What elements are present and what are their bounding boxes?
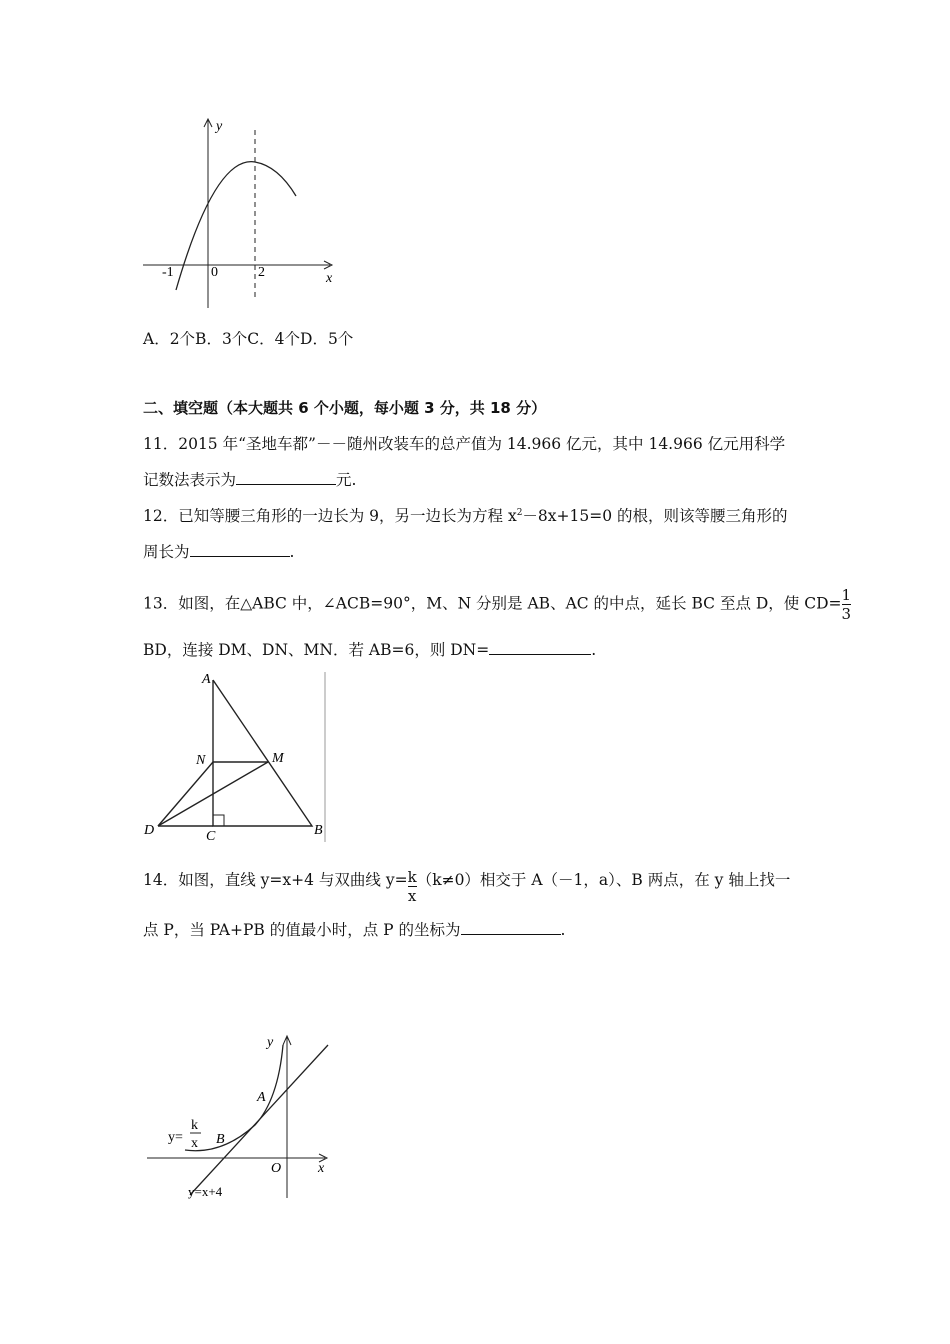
label-D: D	[144, 823, 155, 838]
q13-line2	[143, 638, 596, 660]
label-N: N	[196, 753, 206, 768]
figure-parabola	[140, 112, 340, 312]
q13-text-b: BD，连接 DM、DN、MN．若 AB=6，则 DN=	[143, 641, 490, 659]
q14-text-a: 14．如图，直线 y=x+4 与双曲线 y=	[143, 871, 408, 889]
line-label: y=x+4	[188, 1184, 223, 1199]
frac-num: 1	[841, 586, 852, 604]
q14-text-c: 点 P，当 PA+PB 的值最小时，点 P 的坐标为	[143, 921, 461, 939]
q12-period: .	[289, 543, 295, 561]
q11-answer-blank[interactable]	[236, 470, 336, 485]
tick-neg1: -1	[162, 265, 174, 280]
q12-line1	[143, 504, 788, 526]
q14-line2	[143, 918, 565, 940]
label-M: M	[272, 751, 284, 766]
curve-label-den: x	[191, 1136, 198, 1151]
label-O: O	[271, 1161, 282, 1176]
q11-line1: 11．2015 年“圣地车都”－－随州改装车的总产值为 14.966 亿元，其中 14.966 亿元用科学	[143, 435, 786, 453]
q12-text-a: 12．已知等腰三角形的一边长为 9，另一边长为方程 x	[143, 507, 517, 525]
label-A: A	[257, 1090, 266, 1105]
q14-period: .	[560, 921, 566, 939]
q11-line2	[143, 468, 356, 490]
q13-text-a: 13．如图，在△ABC 中，∠ACB=90°，M、N 分别是 AB、AC 的中点，延长 BC 至点 D，使 CD=	[143, 594, 842, 613]
x-axis-label: x	[318, 1161, 325, 1176]
tick-0: 0	[211, 265, 218, 280]
label-B: B	[216, 1132, 225, 1147]
section-title: 二、填空题（本大题共 6 个小题，每小题 3 分，共 18 分）	[143, 399, 547, 417]
q13-fraction	[842, 586, 852, 623]
x-axis-label: x	[326, 271, 333, 286]
figure-triangle	[140, 668, 330, 848]
frac-num: k	[407, 868, 417, 886]
q13-period: .	[591, 641, 597, 659]
q12-exponent: 2	[516, 507, 523, 518]
q14-text-b: （k≠0）相交于 A（－1，a）、B 两点，在 y 轴上找一	[416, 871, 791, 889]
y-axis-label: y	[216, 119, 223, 134]
q14-line1	[143, 868, 790, 905]
q10-options: A．2个B．3个C．4个D．5个	[143, 330, 354, 348]
q12-text-c: 周长为	[143, 543, 190, 561]
q12-answer-blank[interactable]	[190, 542, 290, 557]
label-B: B	[314, 823, 323, 838]
label-A: A	[202, 672, 211, 687]
q11-unit: 元.	[336, 471, 357, 489]
q11-text: 记数法表示为	[143, 471, 237, 489]
q12-text-b: －8x+15=0 的根，则该等腰三角形的	[522, 507, 788, 525]
q13-answer-blank[interactable]	[489, 640, 591, 655]
frac-den: 3	[841, 605, 852, 623]
q12-line2	[143, 540, 294, 562]
q13-line1	[143, 586, 851, 623]
tick-2: 2	[258, 265, 265, 280]
y-axis-label: y	[267, 1035, 274, 1050]
frac-den: x	[407, 887, 417, 905]
curve-label: y=	[168, 1130, 183, 1145]
label-C: C	[206, 829, 216, 844]
figure-hyperbola	[140, 1025, 335, 1205]
curve-label-num: k	[191, 1118, 198, 1133]
q14-answer-blank[interactable]	[461, 920, 561, 935]
q14-fraction	[408, 868, 417, 905]
